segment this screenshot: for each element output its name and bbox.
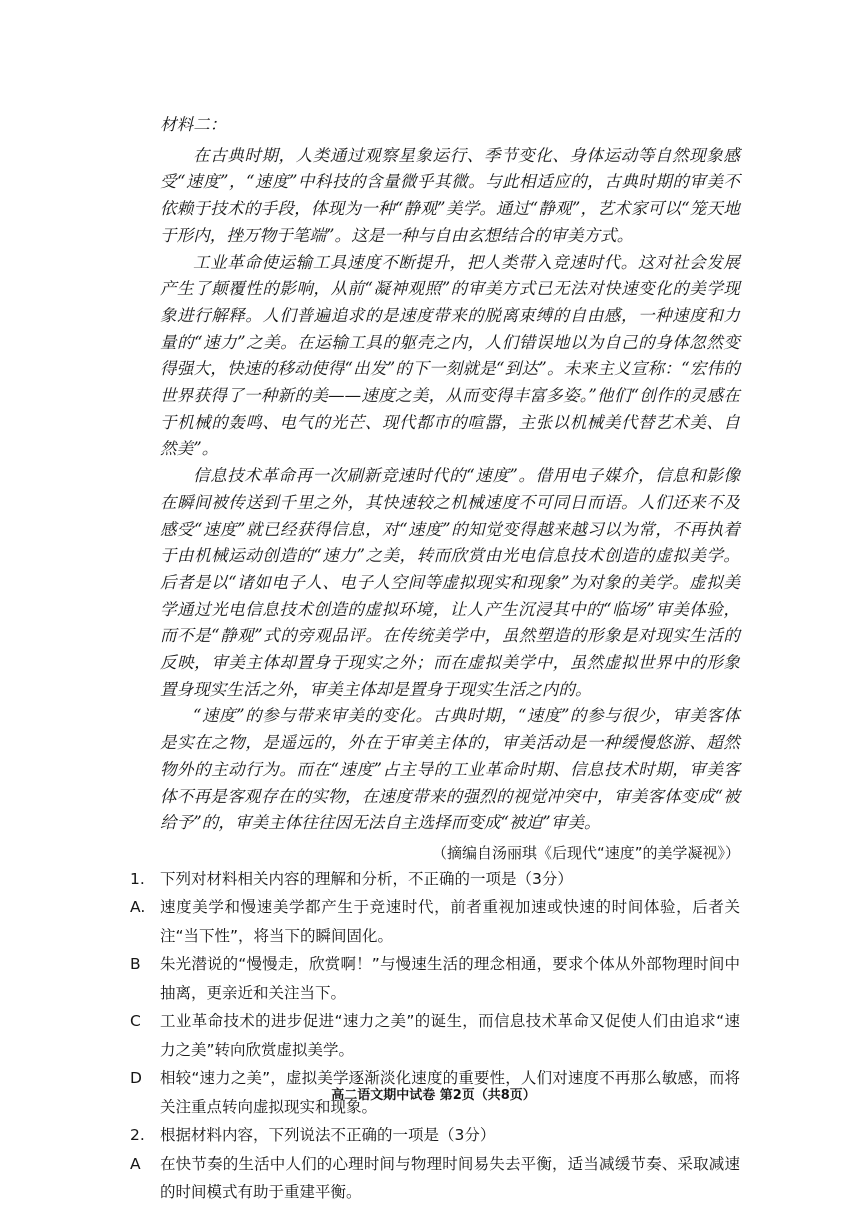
question-2-stem — [130, 1121, 740, 1150]
option-text: 在快节奏的生活中人们的心理时间与物理时间易失去平衡，适当减缓节奏、采取减速的时间模式有助于重建平衡。 — [160, 1154, 740, 1202]
page-footer: 高二语文期中试卷 第2页（共8页） — [331, 1088, 536, 1103]
option-mark: C — [130, 1012, 141, 1031]
paragraph-3: 信息技术革命再一次刷新竞速时代的“速度”。借用电子媒介，信息和影像在瞬间被传送到千里之外，其快速较之机械速度不可同日而语。人们还来不及感受“速度”就已经获得信息，对“速度”的知觉变得越来越习以为常，不再执着于由机械运动创造的“速力”之美，转而欣赏由光电信息技术创造的虚拟美学。后者是以“诸如电子人、电子人空间等虚拟现实和现象”为对象的美学。虚拟美学通过光电信息技术创造的虚拟环境，让人产生沉浸其中的“临场”审美体验，而不是“静观”式的旁观品评。在传统美学中，虽然塑造的形象是对现实生活的反映，审美主体却置身于现实之外；而在虚拟美学中，虽然虚拟世界中的形象置身现实生活之外，审美主体却是置身于现实生活之内的。 — [160, 466, 740, 699]
question-number: 1. — [130, 869, 145, 888]
option-a — [130, 893, 740, 950]
question-number: 2. — [130, 1126, 145, 1145]
option-text: 相较“速力之美”，虚拟美学逐渐淡化速度的重要性，人们对速度不再那么敏感，而将关注重点转向虚拟现实和现象。 — [160, 1069, 740, 1116]
option-a — [130, 1150, 740, 1207]
option-mark: A — [130, 1154, 141, 1173]
source-citation: （摘编自汤丽琪《后现代“速度”的美学凝视》） — [431, 843, 740, 862]
page-content — [130, 112, 740, 1207]
material-heading: 材料二： — [160, 115, 227, 134]
paragraph-2: 工业革命使运输工具速度不断提升，把人类带入竞速时代。这对社会发展产生了颠覆性的影响，从前“凝神观照”的审美方式已无法对快速变化的美学现象进行解释。人们普遍追求的是速度带来的脱离束缚的自由感，一种速度和力量的“速力”之美。在运输工具的躯壳之内，人们错误地以为自己的身体忽然变得强大，快速的移动使得“出发”的下一刻就是“到达”。未来主义宣称：“宏伟的世界获得了一种新的美——速度之美，从而变得丰富多姿。”他们“创作的灵感在于机械的轰鸣、电气的光芒、现代都市的喧嚣，主张以机械美代替艺术美、自然美”。 — [160, 252, 740, 459]
option-text: 朱光潜说的“慢慢走，欣赏啊！”与慢速生活的理念相通，要求个体从外部物理时间中抽离，更亲近和关注当下。 — [160, 955, 740, 1002]
option-b — [130, 950, 740, 1007]
option-text: 工业革命技术的进步促进“速力之美”的诞生，而信息技术革命又促使人们由追求“速力之美”转向欣赏虚拟美学。 — [160, 1012, 740, 1059]
material-two — [160, 112, 740, 837]
option-mark: D — [130, 1069, 142, 1088]
option-text: 速度美学和慢速美学都产生于竞速时代，前者重视加速或快速的时间体验，后者关注“当下性”，将当下的瞬间固化。 — [160, 898, 740, 945]
question-2 — [130, 1121, 740, 1207]
question-1-stem — [130, 865, 740, 894]
question-stem: 下列对材料相关内容的理解和分析，不正确的一项是（3分） — [160, 869, 573, 888]
option-mark: A. — [130, 898, 146, 917]
option-mark: B — [130, 955, 141, 974]
question-stem: 根据材料内容，下列说法不正确的一项是（3分） — [160, 1126, 496, 1145]
question-1 — [130, 865, 740, 1122]
paragraph-4: “速度”的参与带来审美的变化。古典时期，“速度”的参与很少，审美客体是实在之物，是遥远的，外在于审美主体的，审美活动是一种缓慢悠游、超然物外的主动行为。而在“速度”占主导的工业革命时期、信息技术时期，审美客体不再是客观存在的实物，在速度带来的强烈的视觉冲突中，审美客体变成“被给予”的，审美主体往往因无法自主选择而变成“被迫”审美。 — [160, 706, 740, 833]
paragraph-1: 在古典时期，人类通过观察星象运行、季节变化、身体运动等自然现象感受“速度”，“速度”中科技的含量微乎其微。与此相适应的，古典时期的审美不依赖于技术的手段，体现为一种“静观”美学。通过“静观”，艺术家可以“笼天地于形内，挫万物于笔端”。这是一种与自由玄想结合的审美方式。 — [160, 145, 740, 245]
option-c — [130, 1007, 740, 1064]
